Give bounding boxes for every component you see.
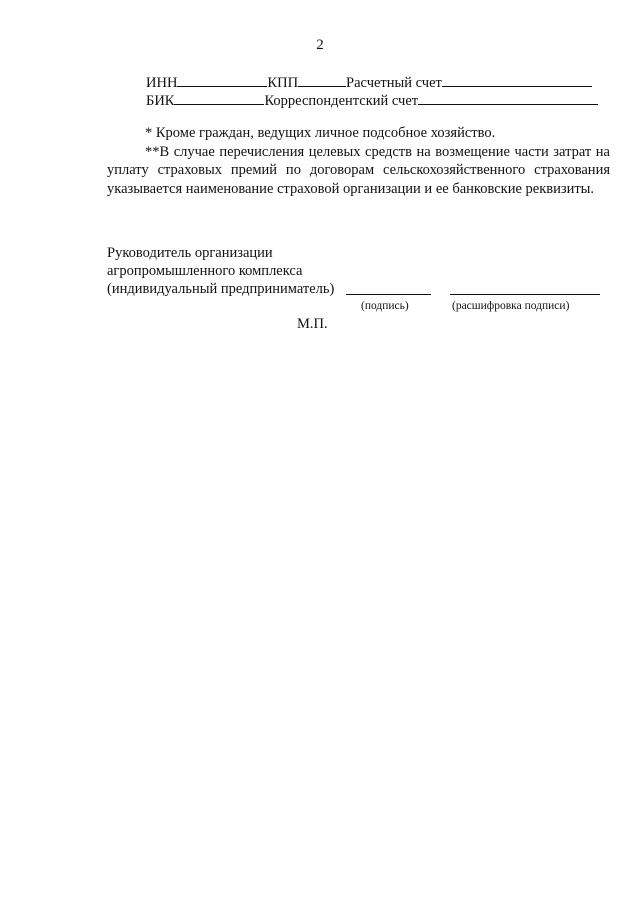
account-field-line — [442, 73, 592, 87]
signature-field-line — [346, 294, 431, 295]
inn-label: ИНН — [146, 75, 178, 91]
inn-field-line — [177, 73, 267, 87]
signature-block — [107, 244, 334, 298]
kpp-field-line — [298, 73, 346, 87]
footnotes — [107, 124, 610, 198]
account-label: Расчетный счет — [346, 75, 442, 91]
bik-field-line — [174, 91, 264, 105]
corr-account-field-line — [418, 91, 598, 105]
footnote-1: * Кроме граждан, ведущих личное подсобное хозяйство. — [145, 125, 496, 141]
signer-title-line-2: агропромышленного комплекса — [107, 263, 303, 279]
stamp-label: М.П. — [297, 316, 328, 332]
requisites-row-2 — [146, 91, 598, 110]
signature-caption: (подпись) — [361, 300, 409, 312]
signer-title-line-3: (индивидуальный предприниматель) — [107, 281, 335, 297]
bik-label: БИК — [146, 93, 175, 109]
decoding-caption: (расшифровка подписи) — [452, 300, 570, 312]
signer-title-line-1: Руководитель организации — [107, 245, 273, 261]
corr-account-label: Корреспондентский счет — [264, 93, 419, 109]
footnote-2: **В случае перечисления целевых средств на возмещение части затрат на уплату страховых премий по договорам сельскохозяйственного страхования указывается наименование страховой организации и ее банковские реквизиты. — [107, 143, 610, 197]
page-number: 2 — [316, 37, 324, 53]
decoding-field-line — [450, 294, 600, 295]
kpp-label: КПП — [267, 75, 299, 91]
requisites-row-1 — [146, 73, 592, 92]
